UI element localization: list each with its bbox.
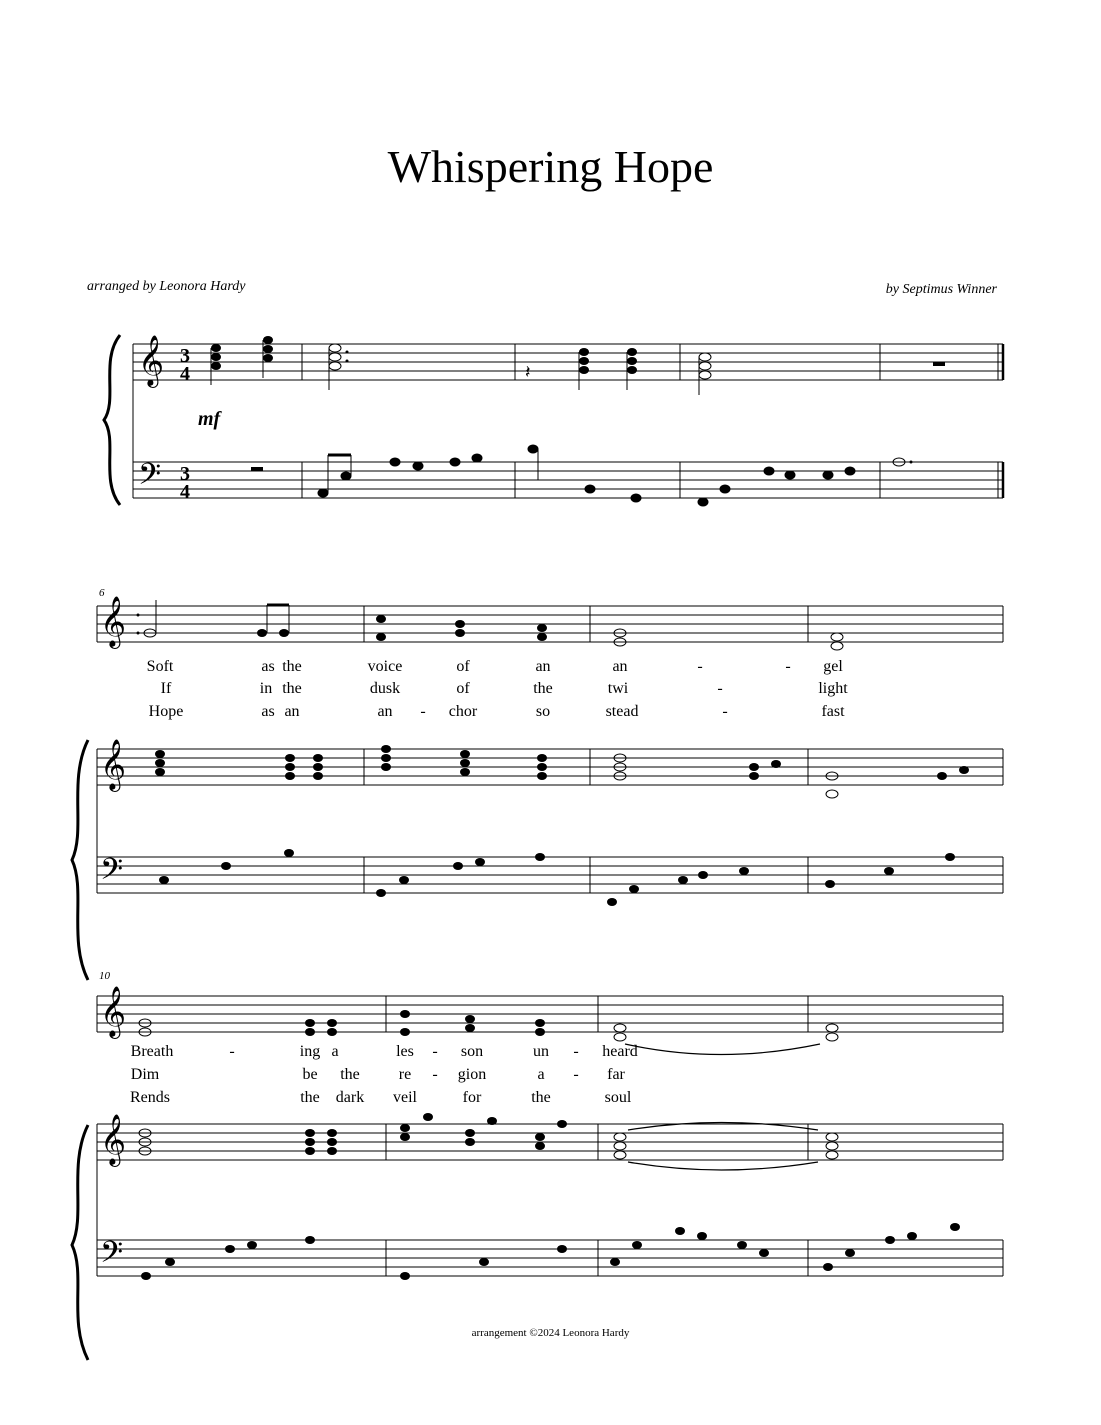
lyric-syllable: Hope [148, 703, 184, 720]
lyric-syllable: les [396, 1043, 414, 1060]
bass-notes-1 [251, 445, 913, 506]
arranger-credit: arranged by Leonora Hardy [87, 279, 246, 294]
piano-brace [104, 335, 120, 505]
lyric-syllable: Rends [130, 1089, 170, 1106]
treble-clef-icon: 𝄞 [100, 596, 127, 647]
system-1 [104, 335, 1003, 506]
lyric-syllable: the [300, 1089, 320, 1106]
system-2-vocal [97, 596, 1003, 650]
lyric-syllable: an [284, 703, 300, 720]
lyric-syllable: - [785, 658, 791, 675]
lyric-syllable: for [462, 1089, 482, 1106]
bass-staff-1 [133, 462, 1003, 498]
lyric-syllable: voice [367, 658, 403, 675]
lyric-syllable: in [259, 680, 273, 697]
lyric-syllable: stead [605, 703, 639, 720]
lyric-syllable: re [398, 1066, 412, 1083]
lyric-syllable: as [261, 658, 275, 675]
lyric-syllable: twi [607, 680, 629, 697]
lyric-syllable: as [261, 703, 275, 720]
lyric-syllable: the [533, 680, 553, 697]
lyric-syllable: heard [602, 1043, 638, 1060]
time-sig-bottom-bass: 4 [180, 481, 190, 503]
lyric-syllable: - [697, 658, 703, 675]
lyric-syllable: Dim [130, 1066, 160, 1083]
bass-clef-icon: 𝄢 [100, 853, 124, 894]
piano-brace [72, 740, 88, 980]
lyric-syllable: - [717, 680, 723, 697]
dynamic-marking: mf [198, 408, 221, 430]
treble-clef-icon: 𝄞 [100, 1114, 127, 1165]
lyric-syllable: an [377, 703, 393, 720]
lyric-syllable: un [533, 1043, 549, 1060]
lyric-syllable: ing [299, 1043, 321, 1060]
lyric-syllable: an [612, 658, 628, 675]
lyric-syllable: dusk [369, 680, 401, 697]
lyric-syllable: - [573, 1066, 579, 1083]
page-title: Whispering Hope [387, 141, 714, 192]
lyric-syllable: fast [821, 703, 845, 720]
lyric-syllable: so [535, 703, 551, 720]
lyric-syllable: the [282, 658, 302, 675]
treble-clef-icon: 𝄞 [100, 739, 127, 790]
lyric-syllable: be [302, 1066, 318, 1083]
lyric-syllable: Soft [146, 658, 174, 675]
lyric-syllable: - [432, 1066, 438, 1083]
lyric-syllable: gion [457, 1066, 487, 1083]
time-sig-top-bass: 3 [180, 463, 190, 485]
lyric-syllable: an [535, 658, 551, 675]
lyric-syllable: far [607, 1066, 625, 1083]
system-2-piano [72, 739, 1003, 980]
time-sig-top-treble: 3 [180, 345, 190, 367]
lyric-syllable: soul [604, 1089, 632, 1106]
lyric-syllable: of [456, 658, 470, 675]
treble-notes-1 [211, 336, 945, 395]
lyric-syllable: the [282, 680, 302, 697]
lyric-syllable: - [229, 1043, 235, 1060]
treble-clef-icon: 𝄞 [100, 986, 127, 1037]
lyric-syllable: a [331, 1043, 339, 1060]
treble-clef-icon: 𝄞 [138, 335, 165, 386]
copyright-footer: arrangement ©2024 Leonora Hardy [471, 1327, 630, 1339]
composer-credit: by Septimus Winner [885, 282, 997, 297]
lyric-syllable: veil [393, 1089, 417, 1106]
bass-clef-icon: 𝄢 [138, 458, 162, 499]
lyric-syllable: gel [823, 658, 843, 675]
lyric-syllable: the [531, 1089, 551, 1106]
lyric-syllable: Breath [130, 1043, 174, 1060]
lyric-syllable: chor [448, 703, 478, 720]
lyric-syllable: If [160, 680, 172, 697]
lyric-syllable: a [537, 1066, 545, 1083]
system-3-piano [72, 1113, 1003, 1360]
lyric-syllable: the [340, 1066, 360, 1083]
svg-text:𝄽: 𝄽 [525, 362, 531, 383]
measure-number-6: 6 [99, 587, 105, 599]
lyric-syllable: dark [335, 1089, 365, 1106]
measure-number-10: 10 [99, 970, 110, 982]
lyric-syllable: - [722, 703, 728, 720]
barlines-1 [302, 344, 1003, 498]
lyric-syllable: - [420, 703, 426, 720]
time-sig-bottom-treble: 4 [180, 363, 190, 385]
bass-clef-icon: 𝄢 [100, 1236, 124, 1277]
lyric-syllable: son [460, 1043, 484, 1060]
piano-brace [72, 1125, 88, 1360]
lyric-syllable: - [573, 1043, 579, 1060]
lyric-syllable: light [818, 680, 848, 697]
lyric-syllable: - [432, 1043, 438, 1060]
lyric-syllable: of [456, 680, 470, 697]
